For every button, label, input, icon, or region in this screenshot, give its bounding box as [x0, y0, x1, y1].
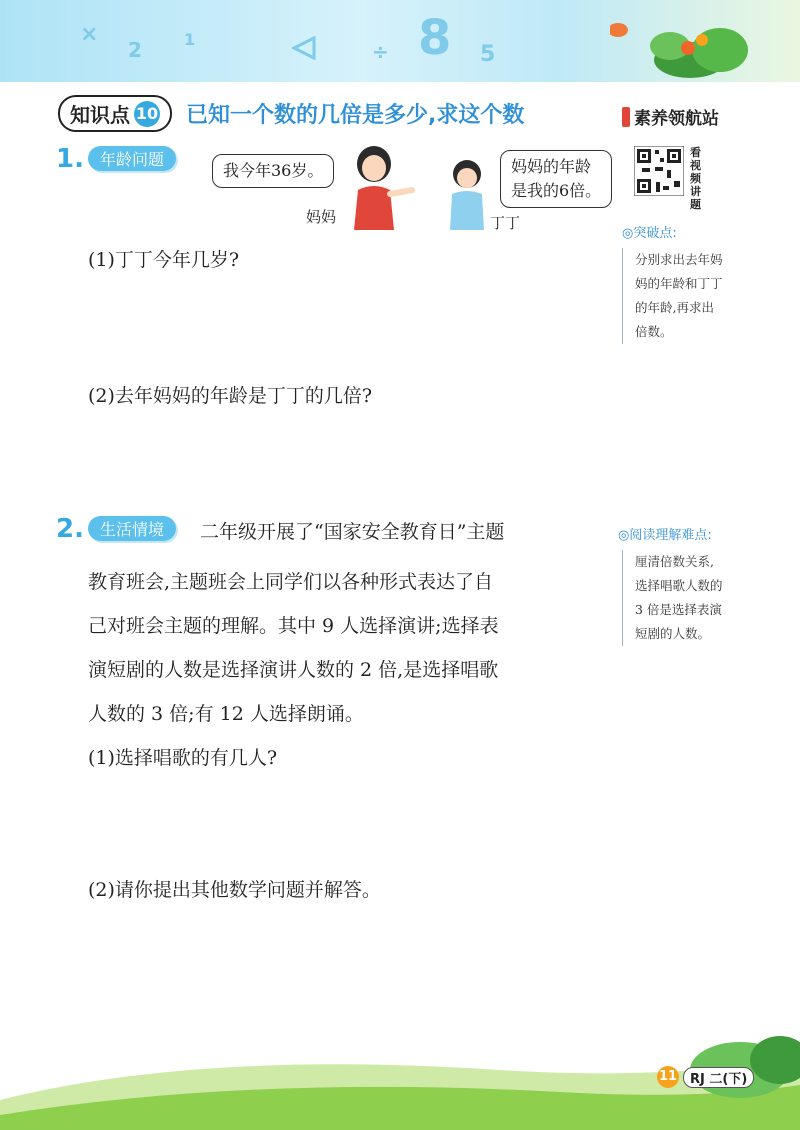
- sidebar-header-text: 素养领航站: [634, 109, 719, 129]
- question-2-tag: 生活情境: [88, 516, 176, 541]
- question-2-first-line: 二年级开展了“国家安全教育日”主题: [200, 521, 505, 543]
- q2-side-title: ◎阅读理解难点:: [618, 528, 712, 543]
- question-2-number: 2.: [56, 514, 84, 544]
- deco-glyph: ×: [80, 22, 99, 47]
- question-1-part-1: (1)丁丁今年几岁?: [88, 249, 240, 271]
- question-1-tag: 年龄问题: [88, 146, 176, 171]
- boy-speech-bubble: [500, 150, 612, 208]
- boy-figure: [442, 158, 492, 230]
- side-note-line: 分别求出去年妈: [635, 252, 723, 267]
- side-note-line: 选择唱歌人数的: [635, 578, 723, 593]
- question-2-line: 己对班会主题的理解。其中 9 人选择演讲;选择表: [88, 615, 499, 637]
- side-note-line: 倍数。: [635, 324, 673, 339]
- question-2-body: [88, 560, 618, 736]
- side-note-line: 的年龄,再求出: [635, 300, 714, 315]
- question-1-part-2: (2)去年妈妈的年龄是丁丁的几倍?: [88, 385, 373, 407]
- bookmark-icon: [622, 107, 630, 127]
- deco-glyph: 2: [128, 38, 142, 62]
- mom-label: 妈妈: [306, 208, 337, 226]
- question-2-line: 演短剧的人数是选择演讲人数的 2 倍,是选择唱歌: [88, 659, 499, 681]
- boy-speech-line: 是我的6倍。: [511, 181, 602, 200]
- side-note-line: 妈的年龄和丁丁: [635, 276, 723, 291]
- mom-speech-bubble: [212, 154, 334, 188]
- mom-figure: [340, 144, 420, 230]
- deco-glyph: 1: [184, 30, 196, 49]
- side-note-line: 3 倍是选择表演: [635, 602, 722, 617]
- question-2-line: 教育班会,主题班会上同学们以各种形式表达了自: [88, 571, 494, 593]
- knowledge-point-heading: [58, 95, 524, 132]
- triangle-icon: [292, 36, 318, 60]
- side-note-line: 短剧的人数。: [635, 626, 711, 641]
- q2-side-note: [622, 550, 723, 646]
- sidebar-header: [622, 104, 719, 129]
- question-1-number: 1.: [56, 144, 84, 174]
- page-number: 11: [657, 1066, 679, 1088]
- qr-code[interactable]: [634, 146, 684, 196]
- edition-label: RJ 二(下): [683, 1067, 754, 1088]
- boy-speech-line: 妈妈的年龄: [511, 157, 592, 176]
- qr-caption: 看视频讲题: [690, 146, 701, 211]
- badge-label: 知识点: [70, 103, 130, 127]
- deco-glyph: ÷: [372, 40, 389, 64]
- leaf-decoration: [610, 10, 800, 82]
- page-footer: [657, 1066, 754, 1088]
- knowledge-point-badge: [58, 95, 172, 132]
- side-note-line: 厘清倍数关系,: [635, 554, 714, 569]
- boy-label: 丁丁: [490, 214, 521, 232]
- mom-speech-text: 我今年36岁。: [223, 161, 324, 180]
- deco-glyph: 8: [418, 10, 452, 66]
- q1-side-title: ◎突破点:: [622, 226, 677, 241]
- q1-side-note: [622, 248, 723, 344]
- question-2-part-2: (2)请你提出其他数学问题并解答。: [88, 879, 381, 901]
- deco-glyph: 5: [480, 42, 496, 67]
- question-2-part-1: (1)选择唱歌的有几人?: [88, 747, 278, 769]
- knowledge-point-title: 已知一个数的几倍是多少,求这个数: [186, 103, 525, 128]
- badge-number: 10: [134, 101, 160, 127]
- question-2-line: 人数的 3 倍;有 12 人选择朗诵。: [88, 703, 364, 725]
